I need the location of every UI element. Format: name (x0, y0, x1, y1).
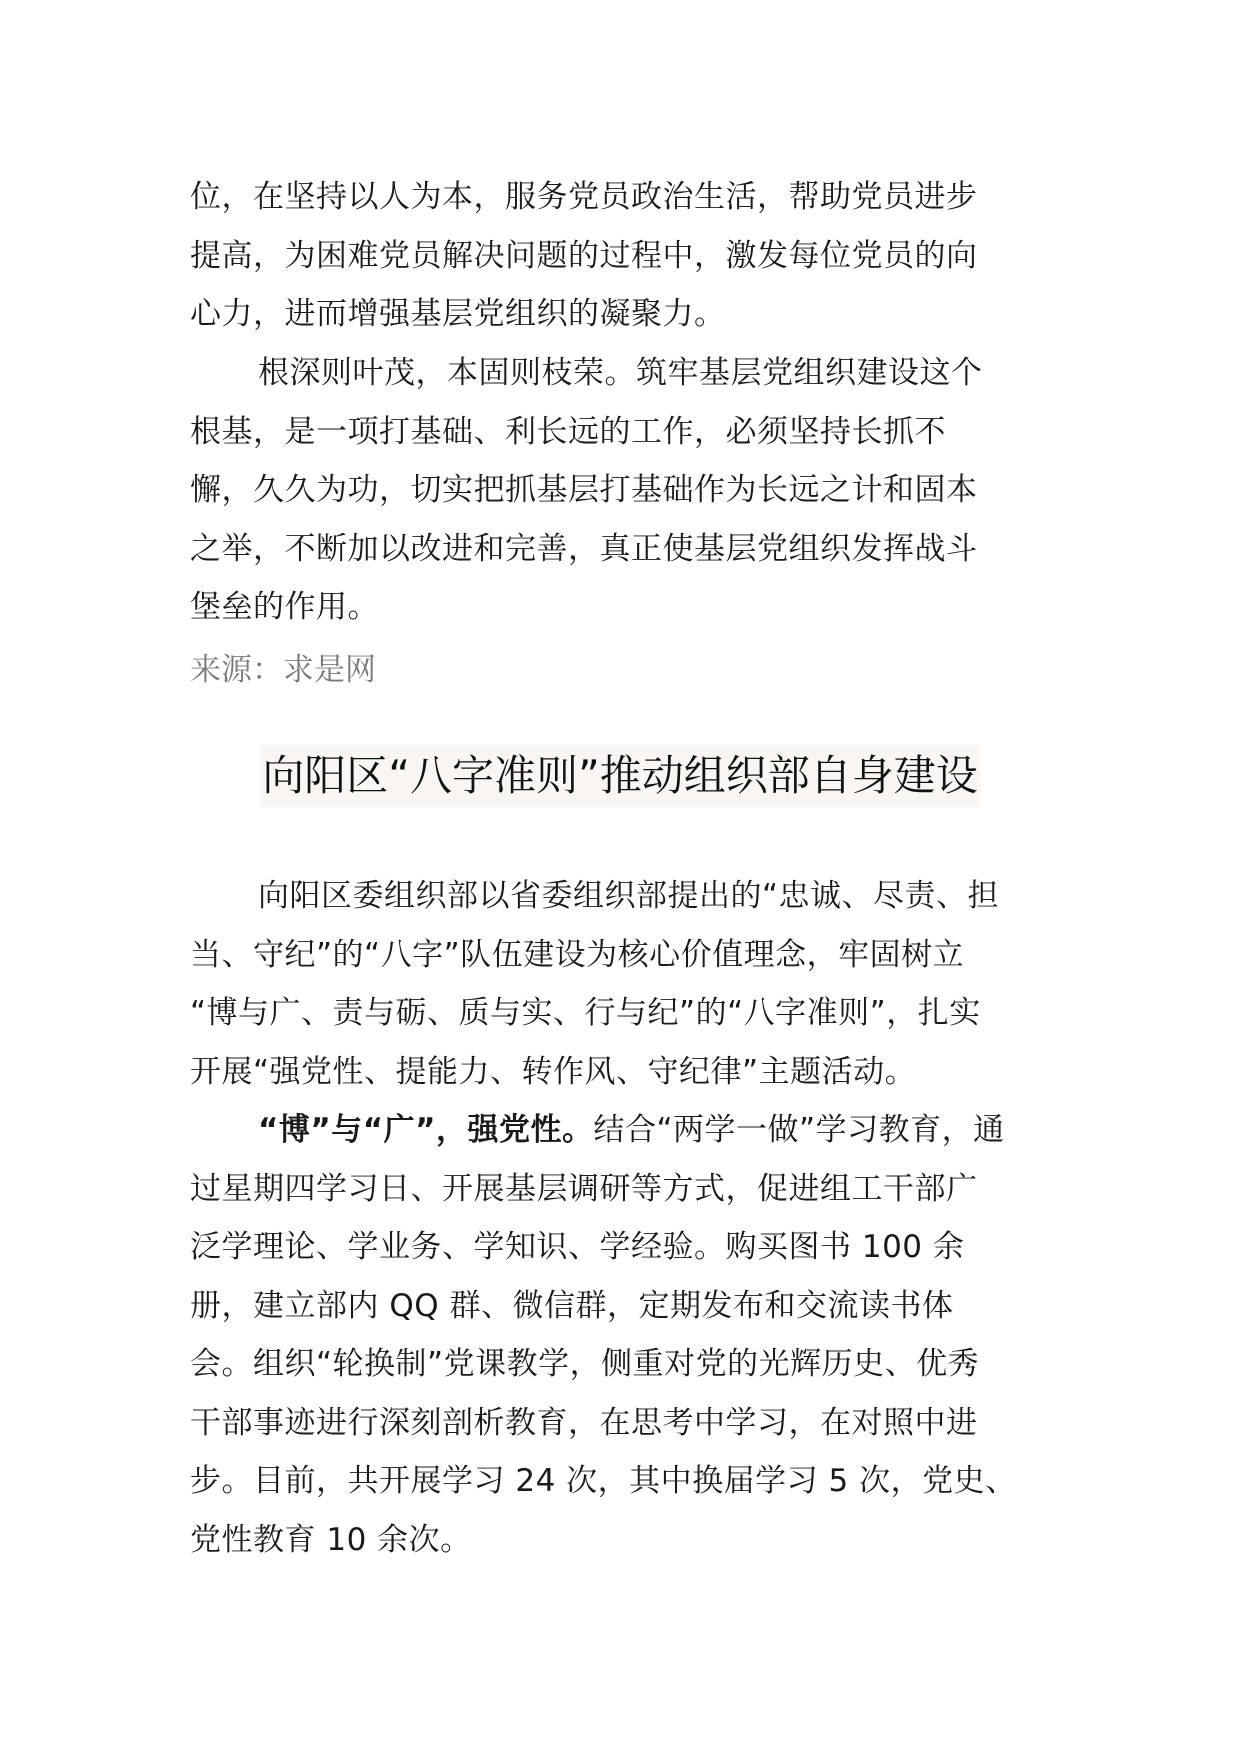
paragraph-line: 根基，是一项打基础、利长远的工作，必须坚持长抓不 (190, 413, 946, 450)
paragraph-line: 懈，久久为功，切实把抓基层打基础作为长远之计和固本 (190, 472, 978, 508)
paragraph-line: 会。组织“轮换制”党课教学，侧重对党的光辉历史、优秀 (190, 1346, 980, 1382)
roots-paragraph (190, 344, 1070, 637)
paragraph-line: 开展“强党性、提能力、转作风、守纪律”主题活动。 (190, 1053, 917, 1090)
paragraph-line (190, 1101, 1070, 1160)
article-paragraph-2 (190, 1101, 1070, 1569)
paragraph-line: 步。目前，共开展学习 24 次，其中换届学习 5 次，党史、 (190, 1463, 1017, 1499)
paragraph-line: 当、守纪”的“八字”队伍建设为核心价值理念，牢固树立 (190, 936, 965, 973)
paragraph-line: “博与广、责与砺、质与实、行与纪”的“八字准则”，扎实 (190, 995, 981, 1031)
article-title-container (0, 745, 1240, 807)
paragraph-line: 泛学理论、学业务、学知识、学经验。购买图书 100 余 (190, 1229, 965, 1265)
source-attribution: 来源：求是网 (190, 652, 376, 688)
paragraph-line: 位，在坚持以人为本，服务党员政治生活，帮助党员进步 (190, 179, 978, 215)
paragraph-line: 之举，不断加以改进和完善，真正使基层党组织发挥战斗 (190, 530, 978, 567)
paragraph-line: 干部事迹进行深刻剖析教育，在思考中学习，在对照中进 (190, 1404, 978, 1441)
paragraph-line: 堡垒的作用。 (190, 589, 379, 625)
paragraph-line: 过星期四学习日、开展基层调研等方式，促进组工干部广 (190, 1170, 978, 1207)
paragraph-line: 册，建立部内 QQ 群、微信群，定期发布和交流读书体 (190, 1287, 954, 1324)
intro-paragraph (190, 168, 1070, 344)
article-title: 向阳区“八字准则”推动组织部自身建设 (260, 745, 980, 807)
paragraph-line: 向阳区委组织部以省委组织部提出的“忠诚、尽责、担 (258, 878, 1000, 914)
paragraph-line: 党性教育 10 余次。 (190, 1521, 472, 1558)
paragraph-line: 提高，为困难党员解决问题的过程中，激发每位党员的向 (190, 237, 978, 274)
bold-lead-heading: “博”与“广”，强党性。 (258, 1112, 594, 1148)
paragraph-line: 心力，进而增强基层党组织的凝聚力。 (190, 296, 726, 332)
paragraph-line-rest: 结合“两学一做”学习教育，通 (593, 1112, 1005, 1148)
paragraph-line: 根深则叶茂，本固则枝荣。筑牢基层党组织建设这个 (258, 355, 983, 391)
article-paragraph-1 (190, 867, 1070, 1101)
